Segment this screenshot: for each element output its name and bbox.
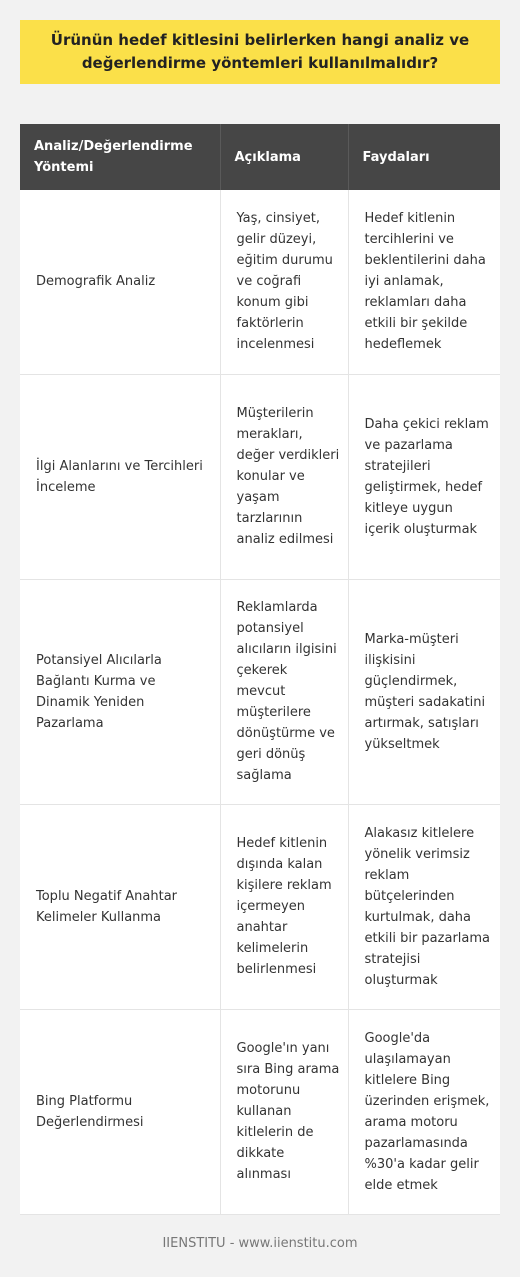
method-cell: İlgi Alanlarını ve Tercihleri İnceleme (20, 374, 220, 579)
table-row (20, 190, 500, 374)
table-header-row (20, 124, 500, 190)
method-cell: Toplu Negatif Anahtar Kelimeler Kullanma (20, 804, 220, 1009)
title-banner (20, 20, 500, 84)
header-method: Analiz/Değerlendirme Yöntemi (20, 124, 220, 190)
description-cell: Yaş, cinsiyet, gelir düzeyi, eğitim durumu ve coğrafi konum gibi faktörlerin incelenmesi (220, 190, 348, 374)
benefits-cell: Marka-müşteri ilişkisini güçlendirmek, müşteri sadakatini artırmak, satışları yükseltmek (348, 579, 500, 804)
description-cell: Google'ın yanı sıra Bing arama motorunu kullanan kitlelerin de dikkate alınması (220, 1009, 348, 1214)
table-row (20, 579, 500, 804)
method-cell: Bing Platformu Değerlendirmesi (20, 1009, 220, 1214)
benefits-cell: Daha çekici reklam ve pazarlama stratejileri geliştirmek, hedef kitleye uygun içerik oluşturmak (348, 374, 500, 579)
table-row (20, 1009, 500, 1214)
footer-credit: IIENSTITU - www.iienstitu.com (162, 1236, 358, 1251)
table-row (20, 804, 500, 1009)
benefits-cell: Google'da ulaşılamayan kitlelere Bing üzerinden erişmek, arama motoru pazarlamasında %30'a kadar gelir elde etmek (348, 1009, 500, 1214)
page-title: Ürünün hedef kitlesini belirlerken hangi analiz ve değerlendirme yöntemleri kullanılmalıdır? (50, 31, 470, 72)
description-cell: Reklamlarda potansiyel alıcıların ilgisini çekerek mevcut müşterilere dönüştürme ve geri dönüş sağlama (220, 579, 348, 804)
method-cell: Potansiyel Alıcılarla Bağlantı Kurma ve Dinamik Yeniden Pazarlama (20, 579, 220, 804)
table-row (20, 374, 500, 579)
header-description: Açıklama (220, 124, 348, 190)
header-benefits: Faydaları (348, 124, 500, 190)
method-cell: Demografik Analiz (20, 190, 220, 374)
description-cell: Hedef kitlenin dışında kalan kişilere reklam içermeyen anahtar kelimelerin belirlenmesi (220, 804, 348, 1009)
benefits-cell: Alakasız kitlelere yönelik verimsiz reklam bütçelerinden kurtulmak, daha etkili bir pazarlama stratejisi oluşturmak (348, 804, 500, 1009)
methods-table (20, 124, 500, 1215)
description-cell: Müşterilerin merakları, değer verdikleri konular ve yaşam tarzlarının analiz edilmesi (220, 374, 348, 579)
benefits-cell: Hedef kitlenin tercihlerini ve beklentilerini daha iyi anlamak, reklamları daha etkili bir şekilde hedeflemek (348, 190, 500, 374)
